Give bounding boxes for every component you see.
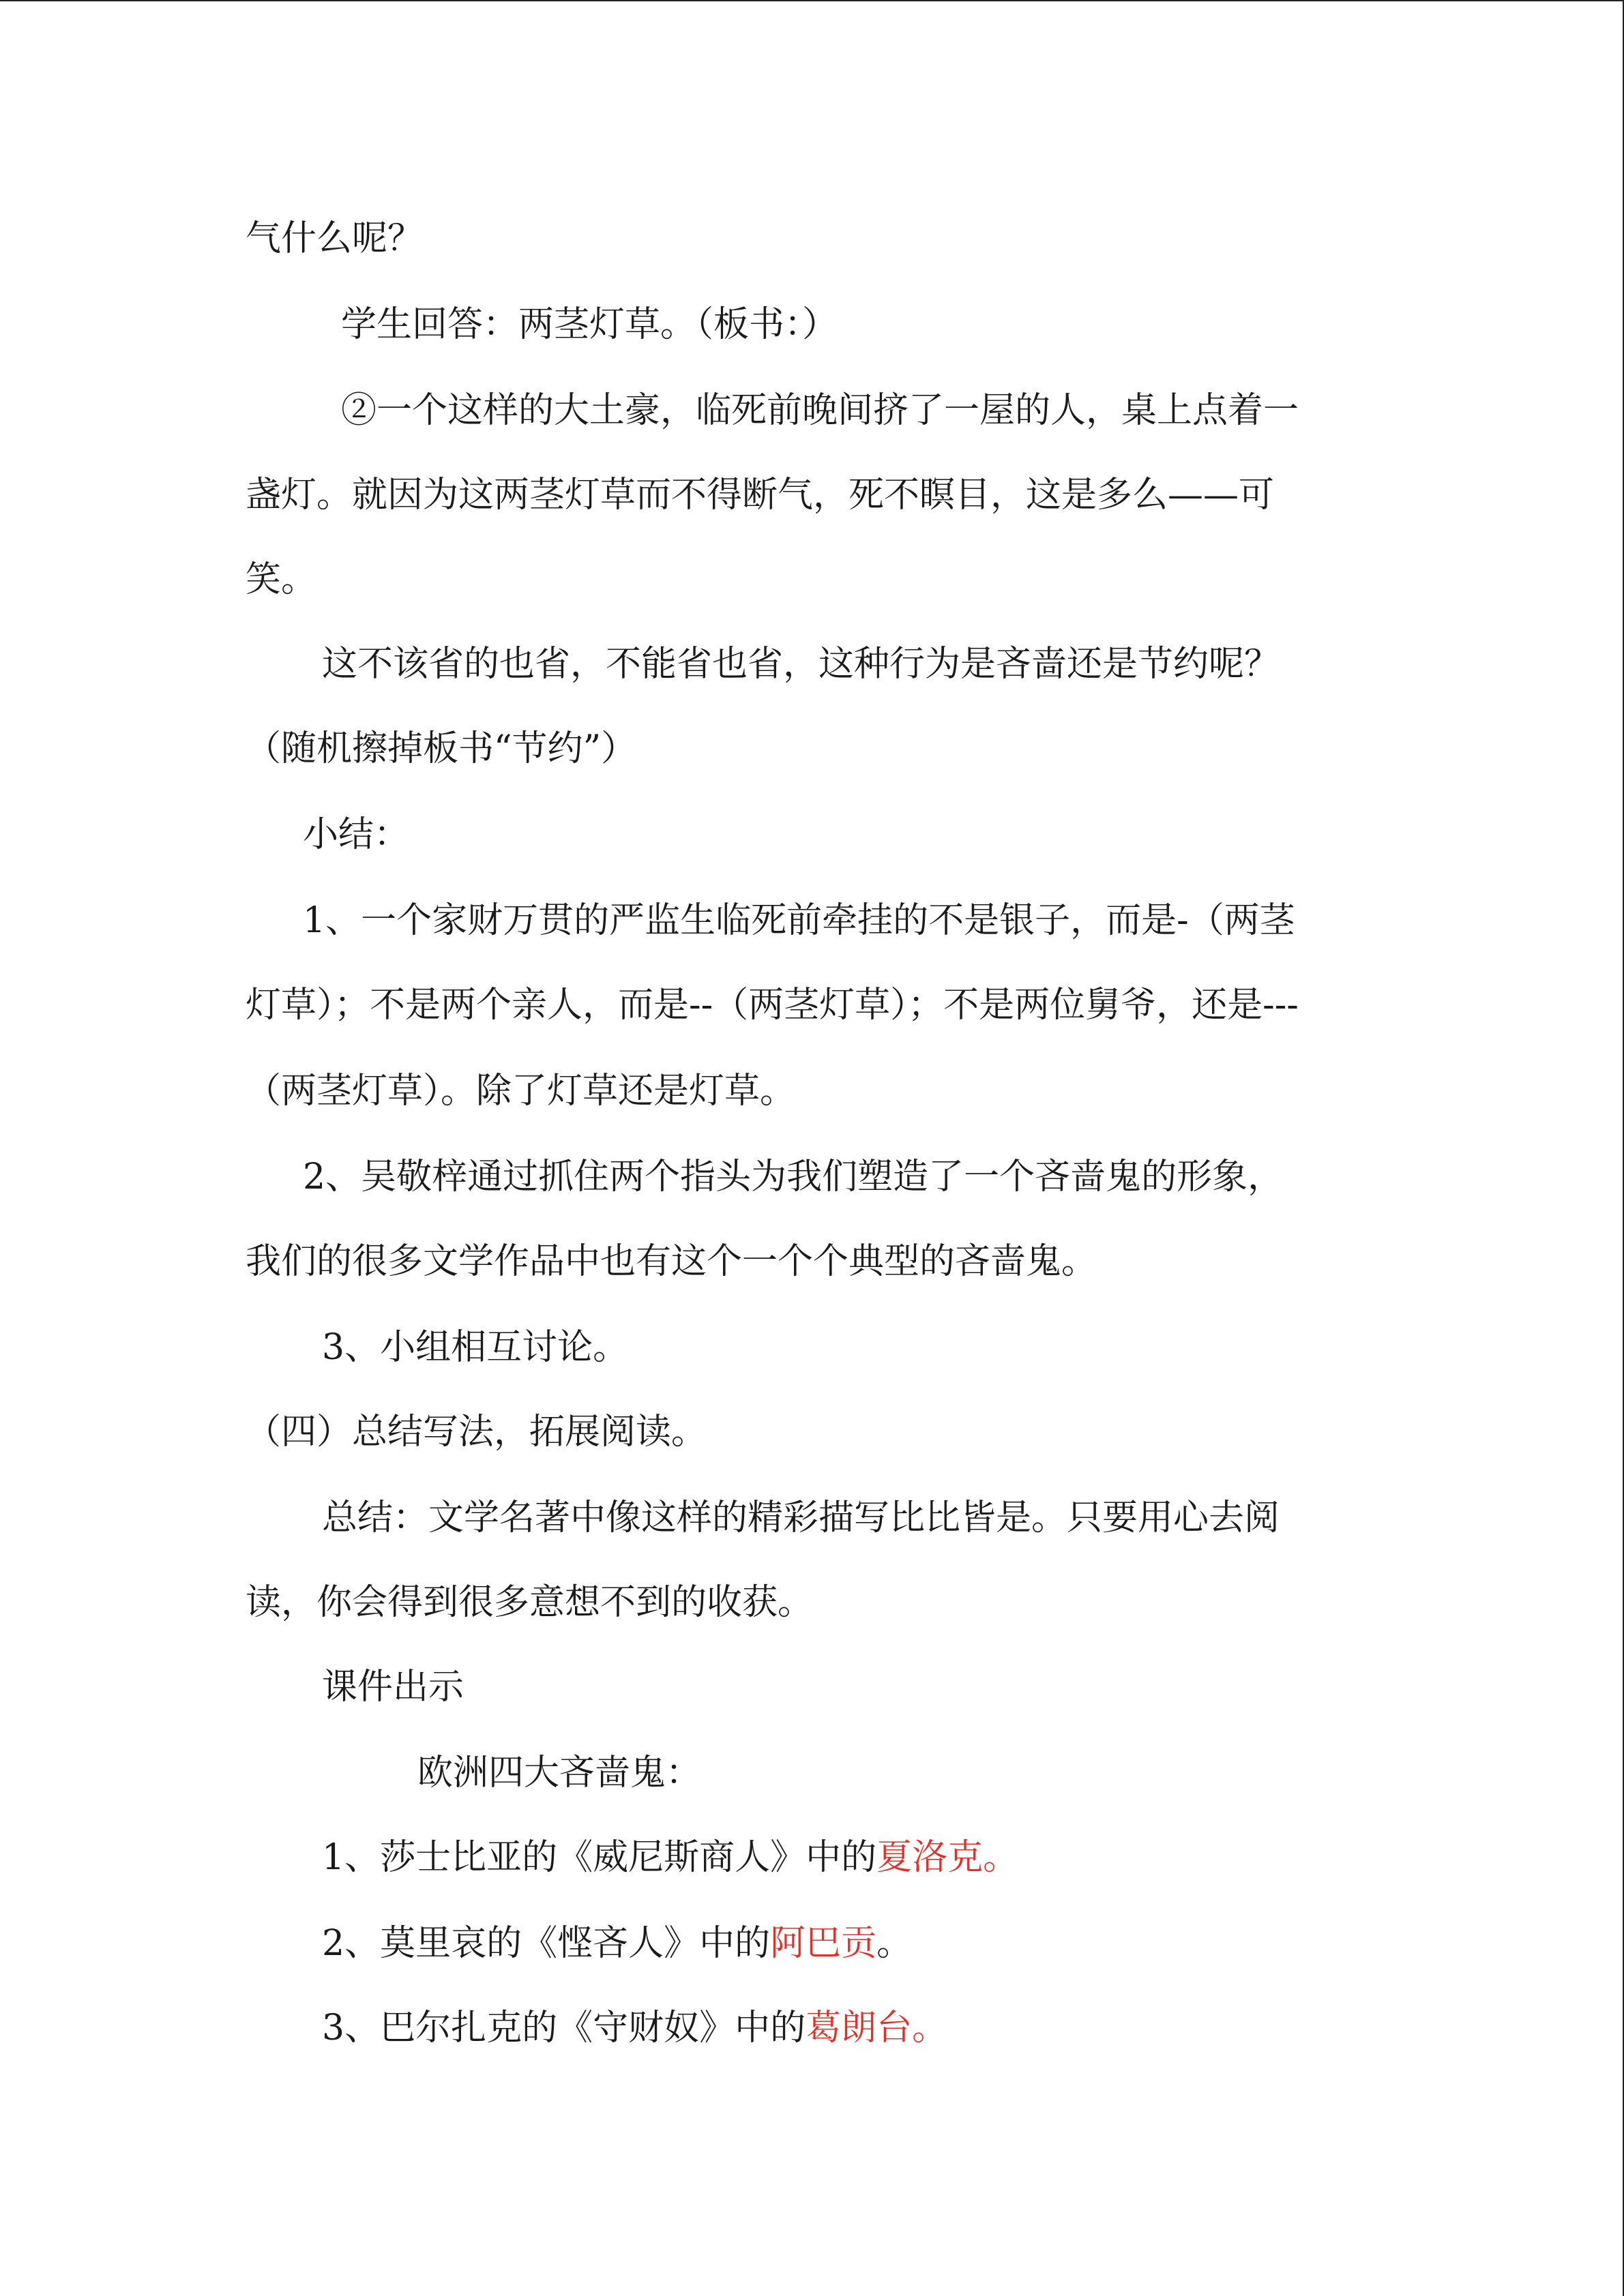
character-name: 葛朗台。 bbox=[806, 2008, 948, 2048]
character-name: 夏洛克。 bbox=[876, 1837, 1019, 1878]
text-line: 盏灯。就因为这两茎灯草而不得断气，死不瞑目，这是多么——可 bbox=[246, 475, 1275, 516]
list-item-text: 1、莎士比亚的《威尼斯商人》中的 bbox=[322, 1837, 877, 1878]
section-label: 小结： bbox=[303, 814, 410, 855]
list-item-tail: 。 bbox=[876, 1923, 913, 1964]
text-line: 我们的很多文学作品中也有这个一个个典型的吝啬鬼。 bbox=[246, 1241, 1097, 1282]
text-line: 学生回答：两茎灯草。（板书：） bbox=[341, 304, 838, 345]
list-item bbox=[322, 1836, 1018, 1879]
text-line: 这不该省的也省，不能省也省，这种行为是吝啬还是节约呢？ bbox=[322, 644, 1280, 685]
text-line: 笑。 bbox=[246, 559, 317, 600]
list-item: 3、小组相互讨论。 bbox=[322, 1327, 629, 1368]
text-line: ②一个这样的大土豪，临死前晚间挤了一屋的人，桌上点着一 bbox=[341, 390, 1299, 431]
text-line: 课件出示 bbox=[322, 1667, 464, 1708]
text-line: 总结：文学名著中像这样的精彩描写比比皆是。只要用心去阅 bbox=[322, 1497, 1280, 1538]
list-item bbox=[322, 2006, 947, 2050]
text-line: 读，你会得到很多意想不到的收获。 bbox=[246, 1582, 814, 1623]
list-item bbox=[322, 1922, 912, 1965]
list-item-text: 2、莫里哀的《悭吝人》中的 bbox=[322, 1923, 771, 1964]
list-item: 1、一个家财万贯的严监生临死前牵挂的不是银子，而是-（两茎 bbox=[303, 900, 1295, 941]
text-line: （随机擦掉板书“节约”） bbox=[246, 728, 637, 769]
list-item-text: 3、巴尔扎克的《守财奴》中的 bbox=[322, 2008, 806, 2048]
section-heading: （四）总结写法，拓展阅读。 bbox=[246, 1412, 707, 1452]
text-line: 灯草）；不是两个亲人，而是--（两茎灯草）；不是两位舅爷，还是--- bbox=[246, 985, 1299, 1026]
list-title: 欧洲四大吝啬鬼： bbox=[417, 1753, 702, 1793]
list-item: 2、吴敬梓通过抓住两个指头为我们塑造了一个吝啬鬼的形象， bbox=[303, 1157, 1284, 1197]
text-line: 气什么呢？ bbox=[246, 218, 424, 259]
text-line: （两茎灯草）。除了灯草还是灯草。 bbox=[246, 1071, 796, 1112]
character-name: 阿巴贡 bbox=[770, 1923, 877, 1964]
